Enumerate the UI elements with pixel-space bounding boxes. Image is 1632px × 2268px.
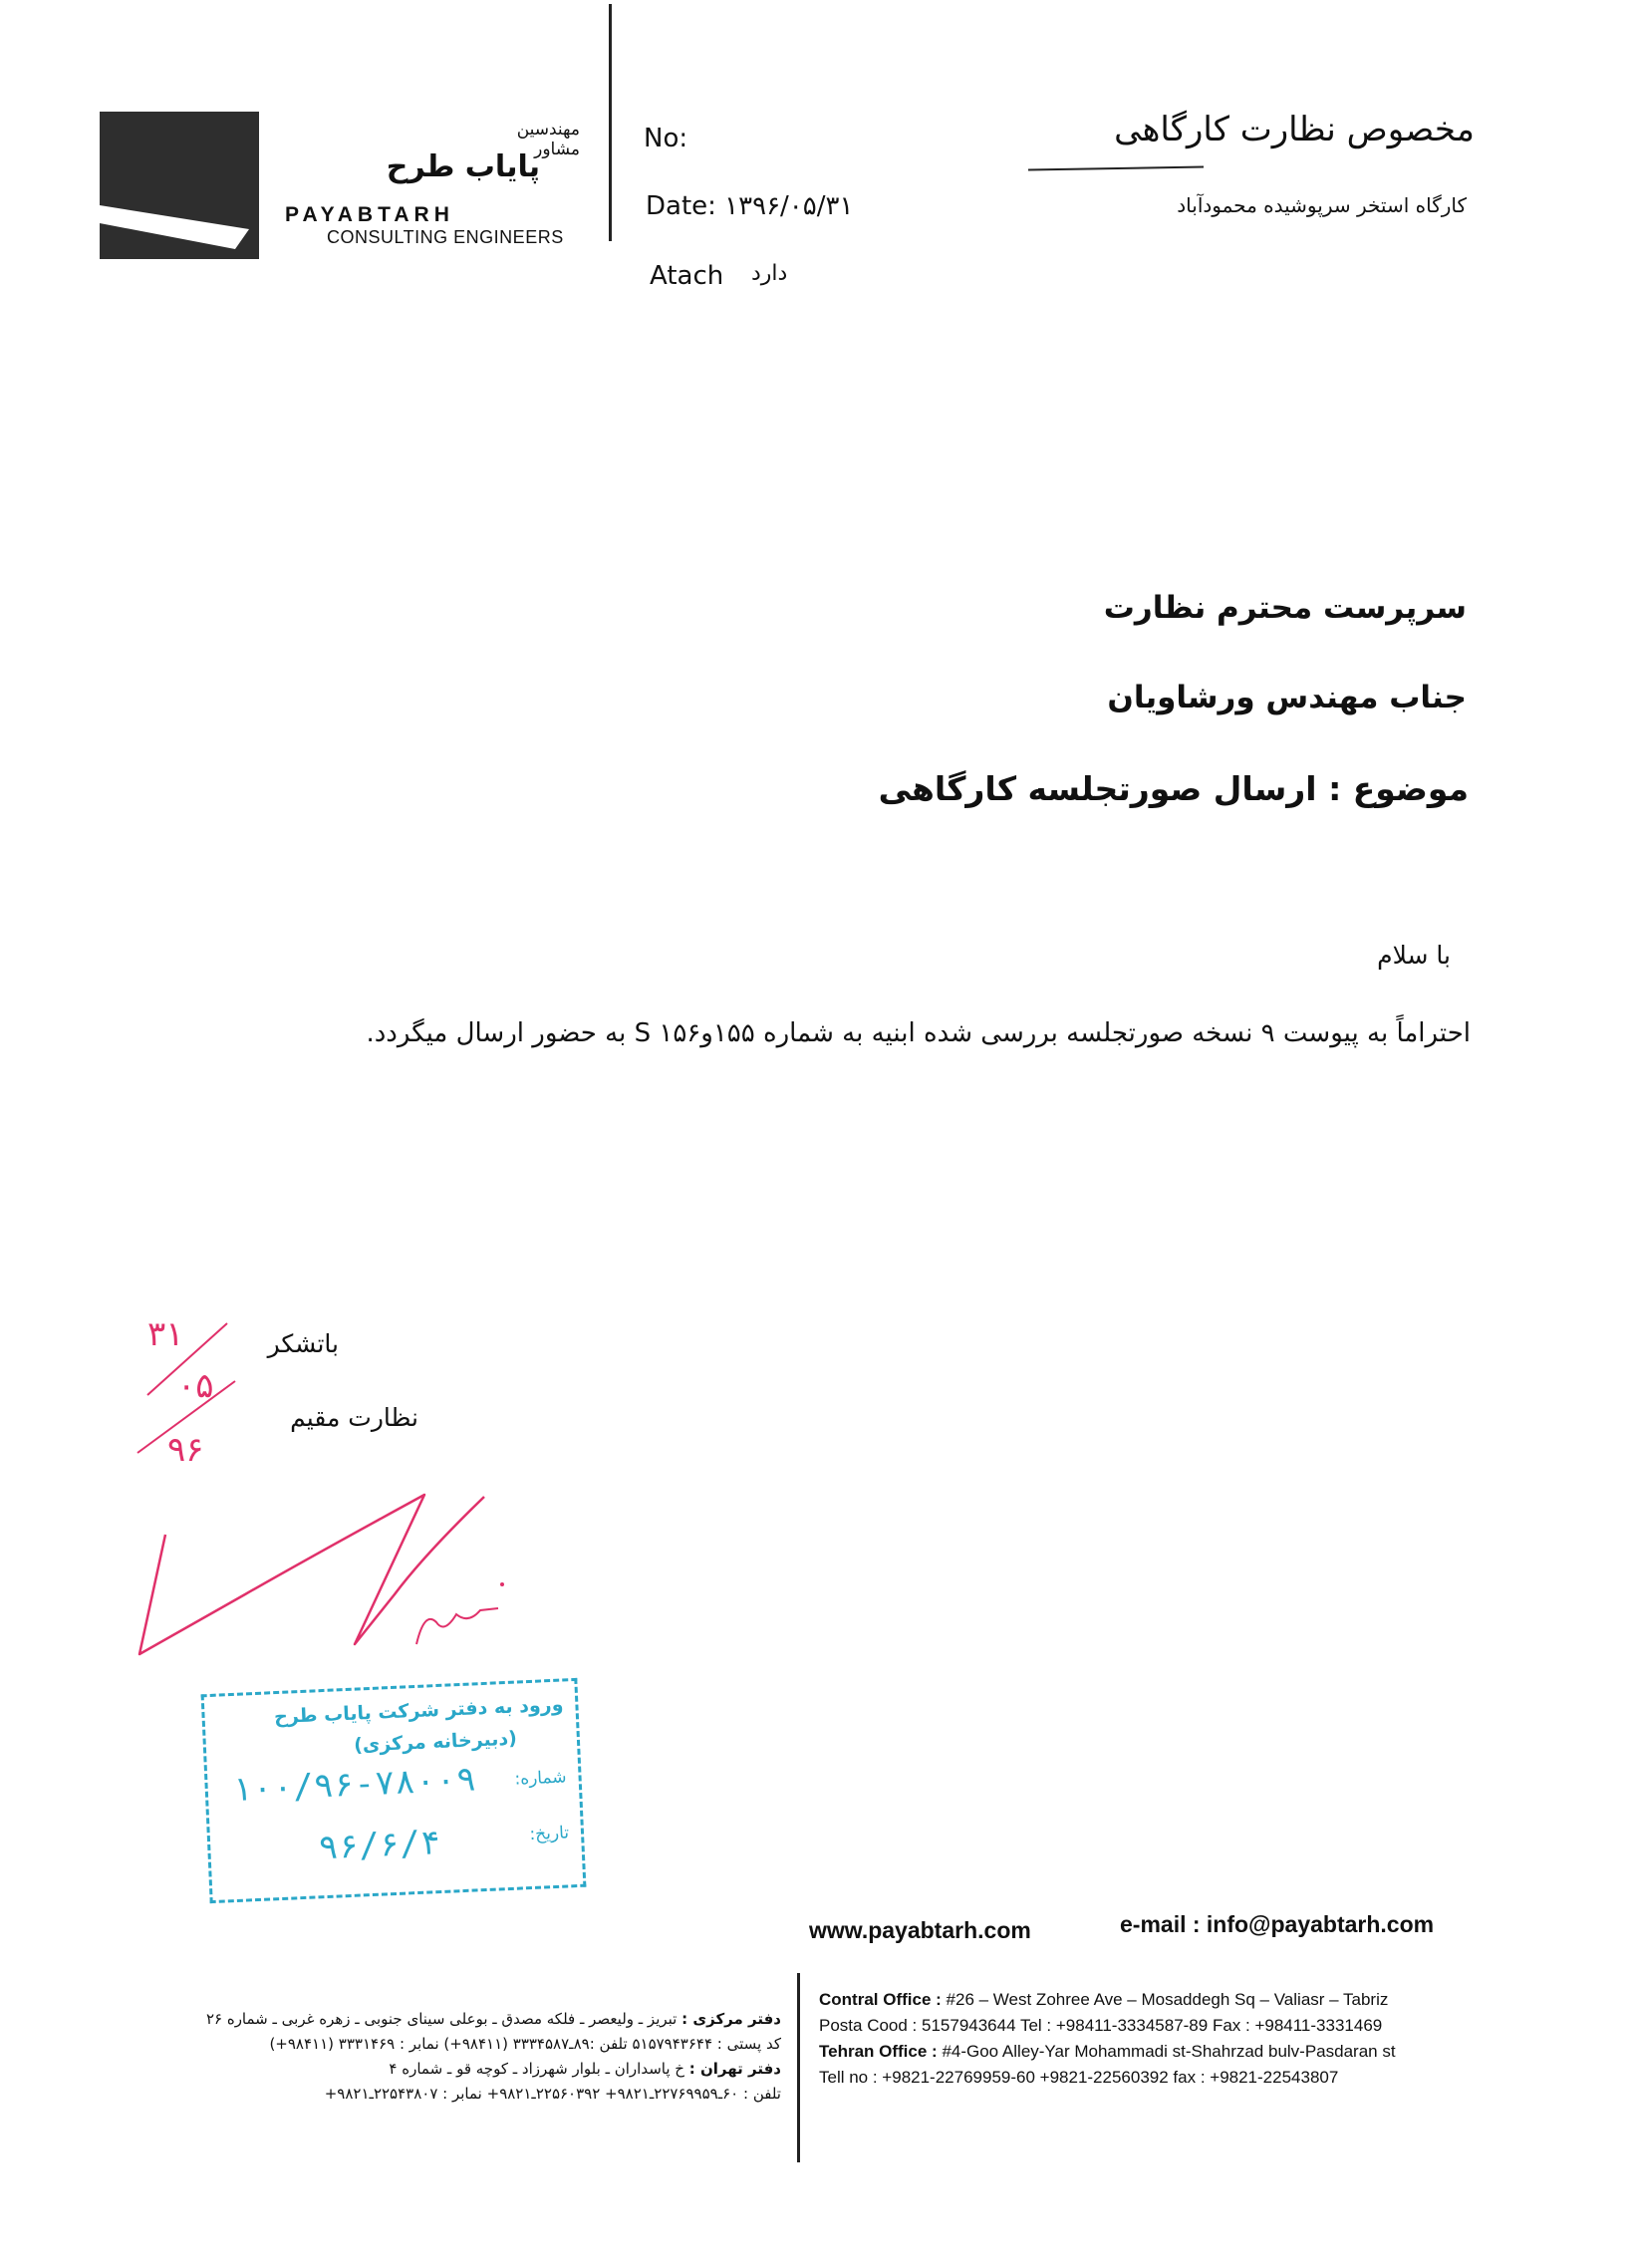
recipient-name: جناب مهندس ورشاویان [1107,680,1467,715]
recipient-title: سرپرست محترم نظارت [1103,590,1467,626]
footer-fa-central-address: تبریز ـ ولیعصر ـ فلکه مصدق ـ بوعلی سینای جنوبی ـ زهره غربی ـ شماره ۲۶ [205,2010,678,2028]
body-text: احتراماً به پیوست ۹ نسخه صورتجلسه بررسی شده ابنیه به شماره ۱۵۵و۱۵۶ S به حضور ارسال میگردد. [366,1018,1471,1048]
letter-date-label: Date: [646,191,716,221]
firm-name-en: PAYABTARH [285,203,454,226]
handwritten-date [128,1303,267,1473]
footer-address-en [819,1987,1516,2091]
attachment-value: دارد [751,261,788,286]
closing-thanks: باتشکر [267,1329,339,1358]
stamp-date-label: تاریخ: [529,1823,570,1845]
footer-fa-tel: تلفن : ۶۰ـ۲۲۷۶۹۹۵۹ـ۹۸۲۱+ ۲۲۵۶۰۳۹۲ـ۹۸۲۱+ نمابر : ۲۲۵۴۳۸۰۷ـ۹۸۲۱+ [324,2085,781,2103]
website-link[interactable]: www.payabtarh.com [809,1917,1031,1943]
stamp-line2: (دبیرخانه مرکزی) [353,1727,518,1757]
firm-subtitle-en: CONSULTING ENGINEERS [327,227,564,247]
handwritten-date-day: ۳۱ [147,1314,184,1354]
attachment-label: Atach [650,261,724,291]
footer-fa-tehran-address: خ پاسداران ـ بلوار شهرزاد ـ کوچه قو ـ شماره ۴ [389,2060,684,2078]
logo-mark [100,112,259,259]
letter-date [646,191,853,221]
email-link[interactable]: e-mail : info@payabtarh.com [1120,1911,1435,1937]
footer-central-office [819,1987,1516,2013]
firm-name-fa: پایاب طرح [386,149,540,184]
footer-fa-central-label: دفتر مرکزی : [681,2010,781,2028]
footer-tehran-office [819,2039,1516,2065]
site-name: کارگاه استخر سرپوشیده محمودآباد [1177,193,1467,217]
handwritten-date-month: ۰۵ [177,1366,214,1406]
letter-number-label: No: [644,124,688,153]
incoming-stamp [201,1678,587,1903]
footer-posta: Posta Cood : 5157943644 Tel : +98411-3334587-89 Fax : +98411-3331469 [819,2016,1383,2035]
footer-fa-central [80,2007,781,2032]
footer-fa-tehran-label: دفتر تهران : [688,2060,781,2078]
subject-line: موضوع : ارسال صورتجلسه کارگاهی [878,769,1469,808]
handwritten-title: مخصوص نظارت کارگاهی [1114,110,1475,149]
footer-fa-post: کد پستی : ۵۱۵۷۹۴۳۶۴۴ تلفن :۸۹ـ۳۳۳۴۵۸۷ (۹۸۴۱۱+) نمابر : ۳۳۳۱۴۶۹ (۹۸۴۱۱+) [269,2035,781,2053]
footer-central-address: #26 – West Zohree Ave – Mosaddegh Sq – Valiasr – Tabriz [946,1990,1389,2009]
stamp-number-value: ۱۰۰/۹۶-۷۸۰۰۹ [230,1759,478,1811]
closing-unit: نظارت مقیم [290,1403,418,1432]
footer-tehran-label: Tehran Office : [819,2042,938,2061]
company-logo [100,112,259,259]
stamp-number-label: شماره: [514,1767,568,1790]
greeting: با سلام [1377,941,1451,970]
header-divider [609,4,612,241]
footer-fa-tehran [80,2057,781,2082]
signature [126,1475,524,1664]
title-underline [1028,165,1204,170]
stamp-date-value: ۹۶/۶/۴ [317,1823,442,1868]
handwritten-date-year: ۹۶ [167,1430,204,1470]
footer-address-fa [80,2007,781,2107]
footer-divider [797,1973,800,2162]
firm-subtitle-fa: مهندسین مشاور [516,120,580,159]
stamp-line1: ورود به دفتر شرکت پایاب طرح [273,1693,564,1729]
footer-central-label: Contral Office : [819,1990,942,2009]
letter-date-value: ۱۳۹۶/۰۵/۳۱ [724,191,854,221]
footer-tehran-address: #4-Goo Alley-Yar Mohammadi st-Shahrzad bulv-Pasdaran st [942,2042,1396,2061]
footer-tel: Tell no : +9821-22769959-60 +9821-22560392 fax : +9821-22543807 [819,2068,1339,2087]
